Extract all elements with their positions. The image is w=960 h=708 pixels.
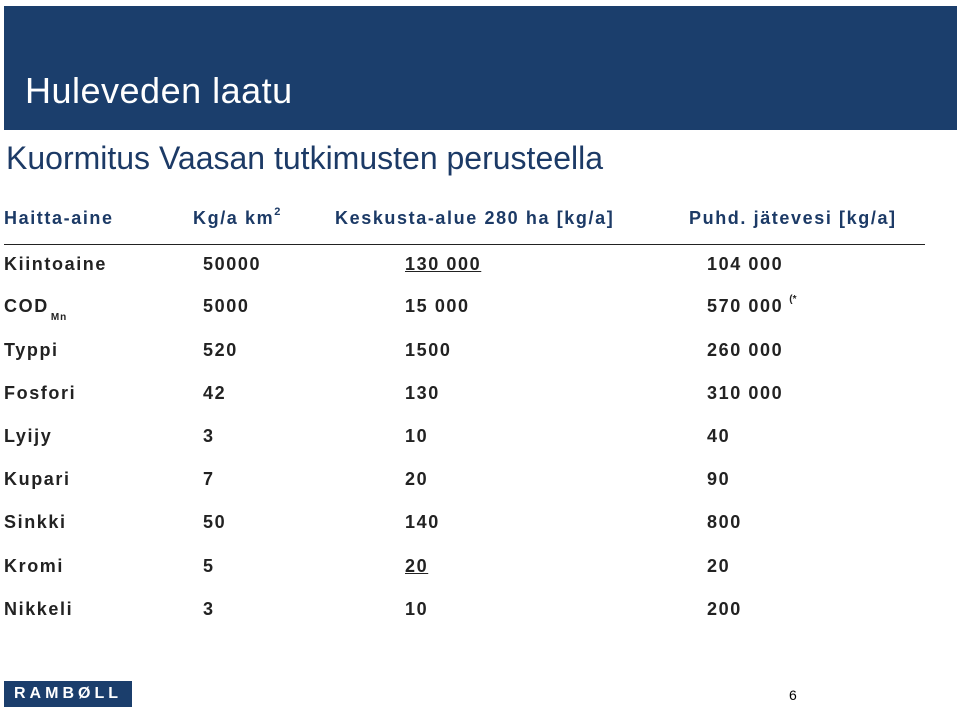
- row-1-wastewater: [707, 296, 797, 317]
- row-7-name: Kromi: [4, 556, 65, 576]
- row-5-downtown: 20: [405, 469, 429, 489]
- row-1-per-km2: 5000: [203, 296, 250, 316]
- header-per-km2-sup: 2: [274, 206, 282, 218]
- header-wastewater: Puhd. jätevesi [kg/a]: [689, 208, 897, 228]
- row-2-wastewater: 260 000: [707, 340, 784, 360]
- row-4-downtown: 10: [405, 426, 429, 446]
- row-1-name-text: COD: [4, 296, 49, 316]
- ramboll-logo: RAMBØLL: [4, 681, 132, 707]
- row-3-name: Fosfori: [4, 383, 77, 403]
- row-2-name: Typpi: [4, 340, 59, 360]
- row-3-downtown: 130: [405, 383, 440, 403]
- row-6-downtown: 140: [405, 512, 440, 532]
- header-per-km2-base: Kg/a km: [193, 208, 275, 228]
- row-0-wastewater: 104 000: [707, 254, 784, 274]
- slide-title: Huleveden laatu: [25, 70, 293, 111]
- row-6-per-km2: 50: [203, 512, 227, 532]
- header-downtown: Keskusta-alue 280 ha [kg/a]: [335, 208, 615, 228]
- row-3-wastewater: 310 000: [707, 383, 784, 403]
- row-5-per-km2: 7: [203, 469, 215, 489]
- row-3-per-km2: 42: [203, 383, 227, 403]
- row-0-name: Kiintoaine: [4, 254, 108, 274]
- row-6-name: Sinkki: [4, 512, 67, 532]
- row-1-footnote-mark: (*: [789, 294, 797, 305]
- row-4-wastewater: 40: [707, 426, 731, 446]
- row-1-downtown: 15 000: [405, 296, 470, 316]
- row-1-name: [4, 296, 68, 323]
- row-8-per-km2: 3: [203, 599, 215, 619]
- row-6-wastewater: 800: [707, 512, 742, 532]
- row-1-wastewater-value: 570 000: [707, 296, 784, 316]
- row-5-name: Kupari: [4, 469, 71, 489]
- row-1-name-sub: Mn: [50, 312, 68, 323]
- row-8-wastewater: 200: [707, 599, 742, 619]
- page-number: 6: [789, 687, 797, 703]
- row-7-wastewater: 20: [707, 556, 731, 576]
- row-0-downtown: 130 000: [405, 254, 482, 274]
- row-7-per-km2: 5: [203, 556, 215, 576]
- row-7-downtown: 20: [405, 556, 429, 576]
- slide-subtitle: Kuormitus Vaasan tutkimusten perusteella: [6, 140, 604, 176]
- row-0-per-km2: 50000: [203, 254, 262, 274]
- row-8-name: Nikkeli: [4, 599, 74, 619]
- row-4-per-km2: 3: [203, 426, 215, 446]
- header-substance: Haitta-aine: [4, 208, 114, 228]
- row-2-downtown: 1500: [405, 340, 452, 360]
- row-5-wastewater: 90: [707, 469, 731, 489]
- header-per-km2: [193, 208, 282, 229]
- row-4-name: Lyijy: [4, 426, 53, 446]
- header-rule: [4, 244, 925, 245]
- row-2-per-km2: 520: [203, 340, 238, 360]
- row-8-downtown: 10: [405, 599, 429, 619]
